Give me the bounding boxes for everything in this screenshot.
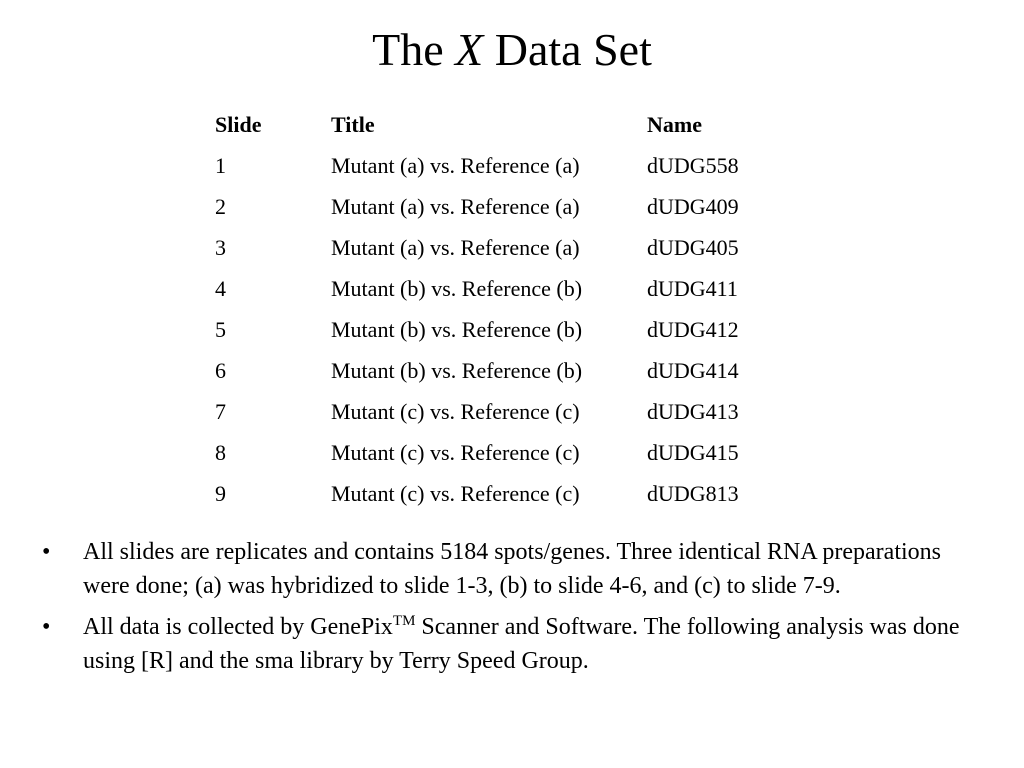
cell-slide: 7 — [215, 399, 226, 424]
bullet-dot-icon: • — [42, 614, 51, 640]
cell-name: dUDG413 — [647, 399, 739, 424]
bullet-item-replicates — [40, 535, 970, 603]
table-row — [210, 186, 787, 227]
cell-title: Mutant (b) vs. Reference (b) — [331, 358, 583, 383]
cell-slide: 3 — [215, 235, 226, 260]
cell-title: Mutant (a) vs. Reference (a) — [331, 153, 580, 178]
cell-name: dUDG558 — [647, 153, 739, 178]
table-row — [210, 473, 787, 514]
cell-slide: 4 — [215, 276, 226, 301]
title-italic-x: X — [455, 24, 484, 75]
cell-name: dUDG405 — [647, 235, 739, 260]
cell-slide: 9 — [215, 481, 226, 506]
bullet-text: All slides are replicates and contains 5184 spots/genes. Three identical RNA preparations were done; (a) was hybridized to slide 1-3, (b) to slide 4-6, and (c) to slide 7-9. — [83, 539, 941, 599]
cell-slide: 6 — [215, 358, 226, 383]
header-name: Name — [647, 112, 702, 137]
table-row — [210, 227, 787, 268]
slides-table — [210, 104, 787, 514]
table-row — [210, 350, 787, 391]
cell-name: dUDG411 — [647, 276, 738, 301]
header-title: Title — [331, 112, 375, 137]
cell-title: Mutant (c) vs. Reference (c) — [331, 440, 580, 465]
cell-name: dUDG813 — [647, 481, 739, 506]
bullet-list — [40, 535, 970, 685]
table-row — [210, 432, 787, 473]
cell-title: Mutant (a) vs. Reference (a) — [331, 194, 580, 219]
table-row — [210, 391, 787, 432]
cell-title: Mutant (c) vs. Reference (c) — [331, 399, 580, 424]
cell-title: Mutant (b) vs. Reference (b) — [331, 276, 583, 301]
table-row — [210, 145, 787, 186]
cell-name: dUDG415 — [647, 440, 739, 465]
table-header-row — [210, 104, 787, 145]
cell-slide: 8 — [215, 440, 226, 465]
cell-name: dUDG412 — [647, 317, 739, 342]
cell-title: Mutant (b) vs. Reference (b) — [331, 317, 583, 342]
cell-slide: 5 — [215, 317, 226, 342]
bullet-dot-icon: • — [42, 539, 51, 565]
trademark-superscript: TM — [392, 613, 416, 629]
slide-title — [0, 22, 1024, 78]
bullet-text-before: All data is collected by GenePix — [83, 614, 393, 640]
title-prefix: The — [372, 24, 444, 75]
table-row — [210, 268, 787, 309]
bullet-item-genepix — [40, 610, 970, 678]
cell-title: Mutant (c) vs. Reference (c) — [331, 481, 580, 506]
bullet-text-after: Scanner and Software. The following analysis was done using [R] and the sma library by Terry Speed Group. — [83, 614, 960, 674]
cell-name: dUDG409 — [647, 194, 739, 219]
cell-name: dUDG414 — [647, 358, 739, 383]
title-suffix: Data Set — [494, 24, 652, 75]
cell-title: Mutant (a) vs. Reference (a) — [331, 235, 580, 260]
cell-slide: 1 — [215, 153, 226, 178]
header-slide: Slide — [215, 112, 262, 137]
table-row — [210, 309, 787, 350]
cell-slide: 2 — [215, 194, 226, 219]
